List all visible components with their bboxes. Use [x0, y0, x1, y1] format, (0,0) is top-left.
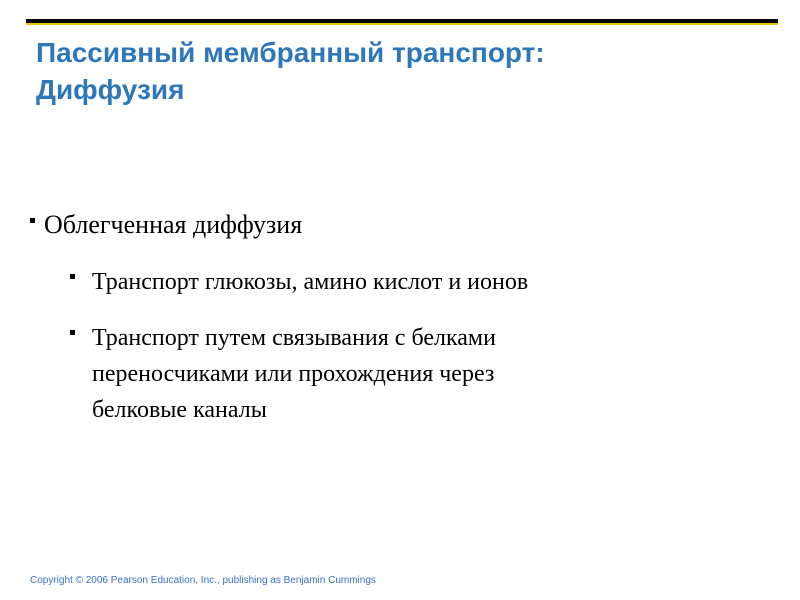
- bullet-square-icon: [30, 218, 35, 223]
- sub-bullet-line: переносчиками или прохождения через: [92, 361, 495, 387]
- bullet-list: [28, 208, 768, 428]
- bullet-square-icon: [70, 274, 75, 279]
- top-rule: [26, 19, 778, 25]
- sub-bullet-text: [92, 320, 768, 428]
- bullet-text: Облегченная диффузия: [44, 210, 303, 239]
- sub-bullet-text: Транспорт глюкозы, амино кислот и ионов: [92, 269, 529, 295]
- title-line-2: Диффузия: [36, 74, 185, 105]
- copyright-notice: Copyright © 2006 Pearson Education, Inc., publishing as Benjamin Cummings: [30, 575, 376, 586]
- bullet-item: [28, 208, 768, 242]
- sub-bullet-line: белковые каналы: [92, 397, 267, 423]
- sub-bullet-item: [28, 320, 768, 428]
- slide-title: [36, 34, 776, 108]
- sub-bullet-item: [28, 264, 768, 300]
- sub-bullet-line: Транспорт путем связывания с белками: [92, 325, 496, 351]
- title-line-1: Пассивный мембранный транспорт:: [36, 37, 545, 68]
- bullet-square-icon: [70, 330, 75, 335]
